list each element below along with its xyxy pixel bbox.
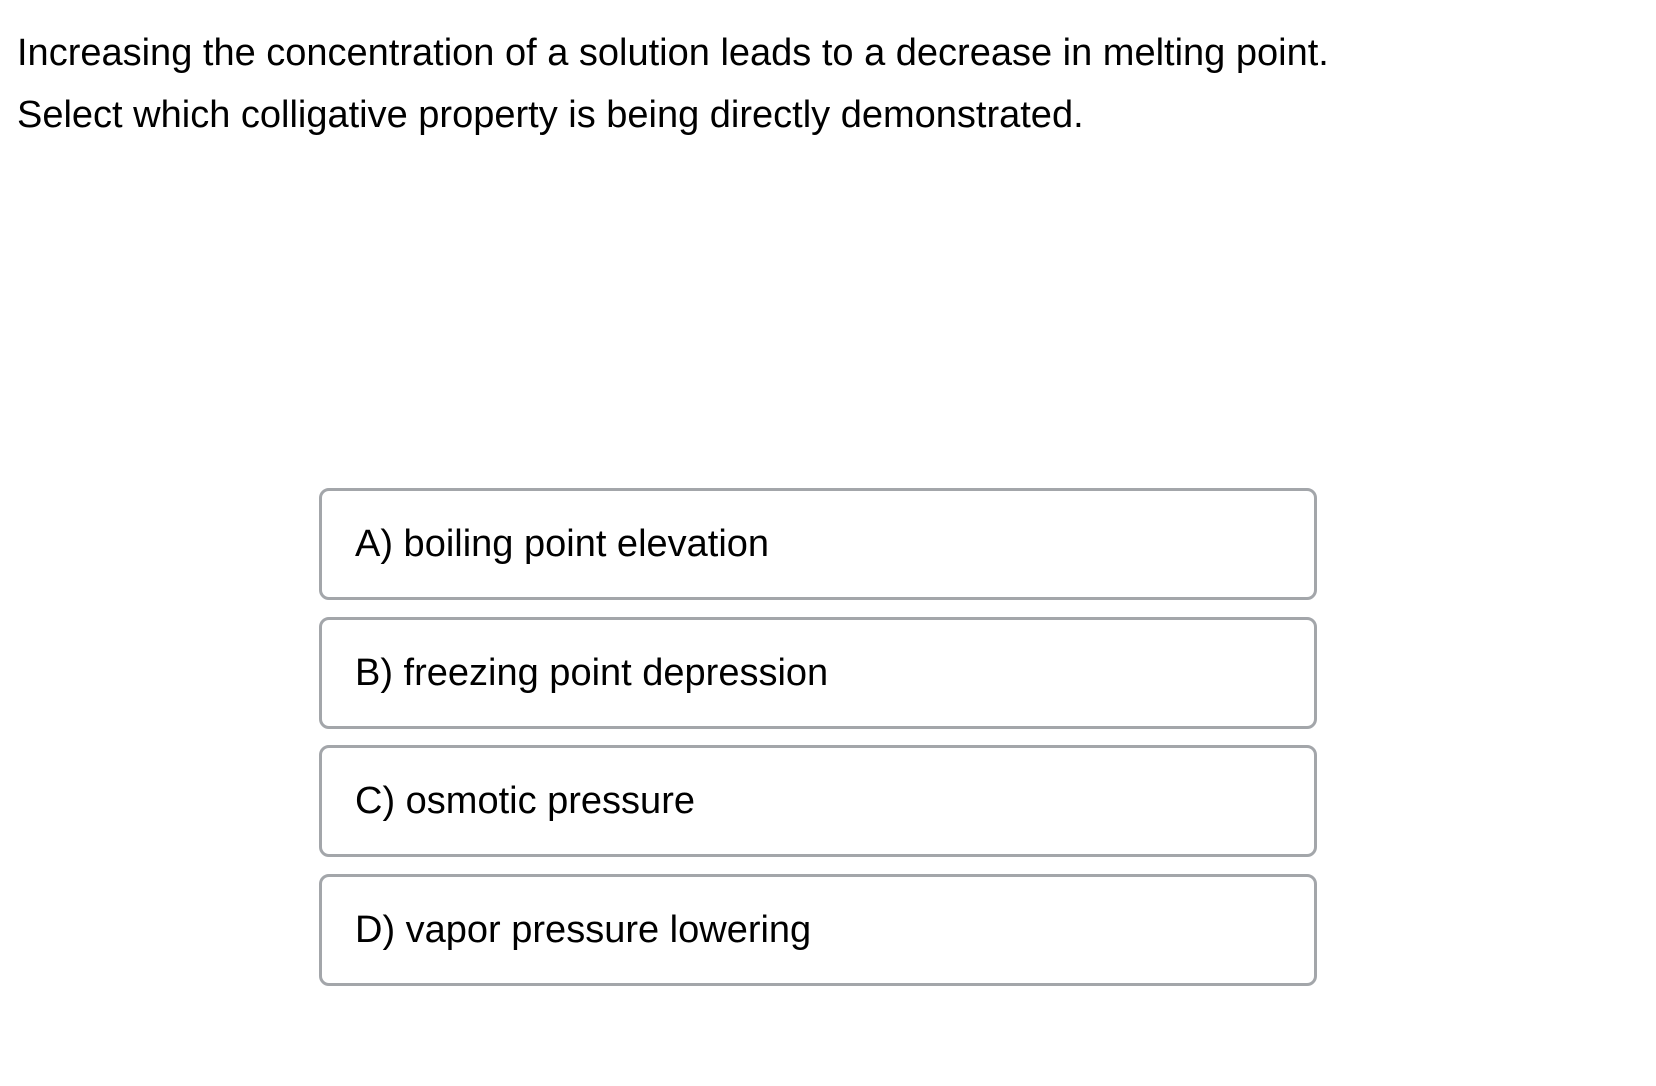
option-c[interactable] — [319, 745, 1317, 857]
question-text — [17, 22, 1329, 146]
option-d-label: D) vapor pressure lowering — [355, 908, 812, 951]
option-a[interactable] — [319, 488, 1317, 600]
option-b[interactable] — [319, 617, 1317, 729]
question-line-2: Select which colligative property is being directly demonstrated. — [17, 94, 1084, 136]
question-line-1: Increasing the concentration of a solution leads to a decrease in melting point. — [17, 32, 1329, 74]
option-d[interactable] — [319, 874, 1317, 986]
option-c-label: C) osmotic pressure — [355, 779, 695, 822]
option-b-label: B) freezing point depression — [355, 651, 829, 694]
option-a-label: A) boiling point elevation — [355, 522, 770, 565]
